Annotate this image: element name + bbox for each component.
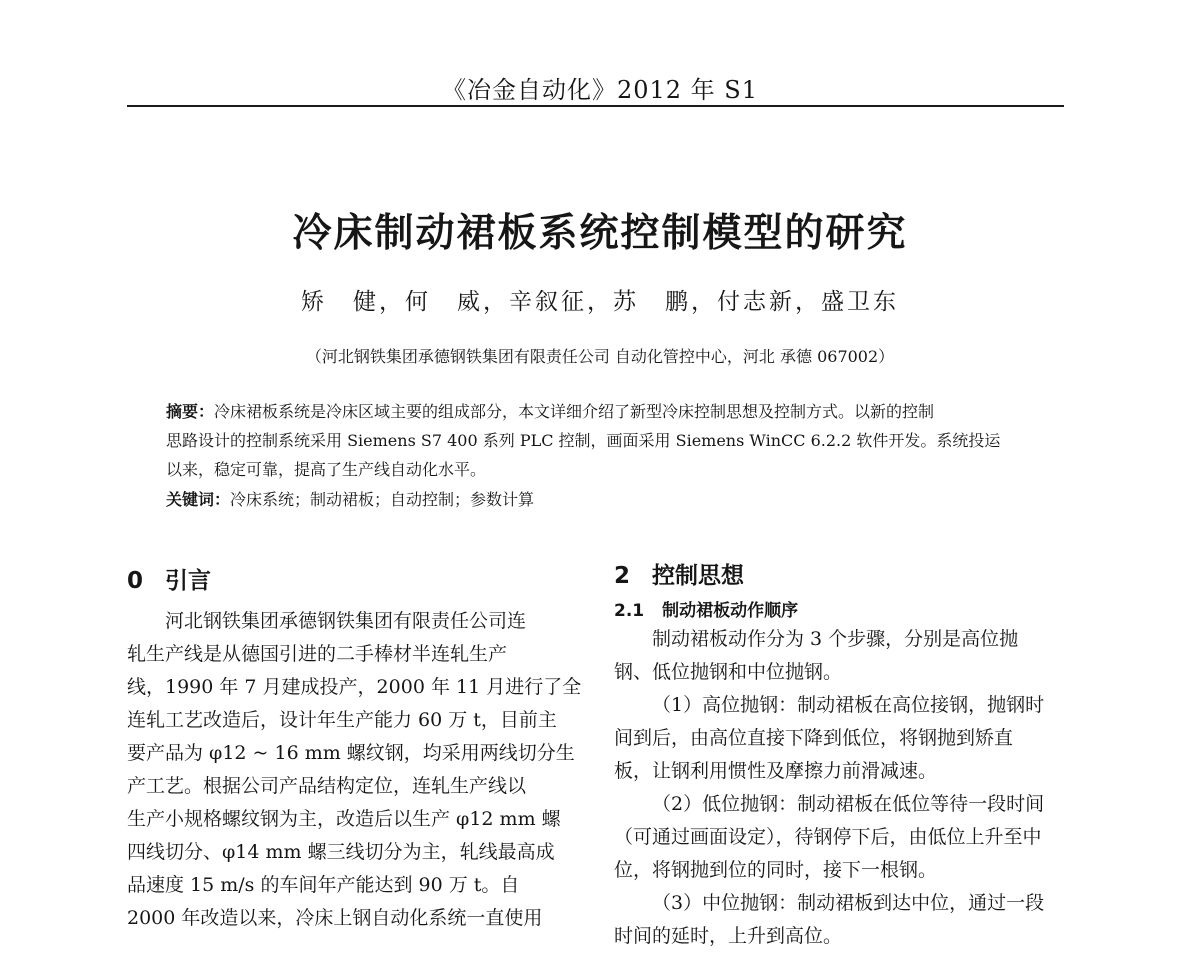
- text-line: 位，将钢抛到位的同时，接下一根钢。: [614, 859, 938, 881]
- text-line: 四线切分、φ14 mm 螺三线切分为主，轧线最高成: [127, 841, 555, 863]
- section-number: 2: [614, 563, 631, 589]
- text-line: 间到后，由高位直接下降到低位，将钢抛到矫直: [614, 727, 1014, 749]
- intro-paragraph: [127, 605, 582, 935]
- text-line: 连轧工艺改造后，设计年生产能力 60 万 t，目前主: [127, 709, 557, 731]
- section-title: 引言: [165, 568, 212, 594]
- text-line: 生产小规格螺纹钢为主，改造后以生产 φ12 mm 螺: [127, 808, 561, 830]
- abstract-line: 冷床裙板系统是冷床区域主要的组成部分，本文详细介绍了新型冷床控制思想及控制方式。以新的控制: [214, 402, 935, 421]
- header-rule: [127, 105, 1064, 107]
- abstract-line: 以来，稳定可靠，提高了生产线自动化水平。: [166, 460, 487, 479]
- keywords-text: 冷床系统；制动裙板；自动控制；参数计算: [230, 490, 535, 509]
- subsection-number: 2.1: [614, 601, 645, 621]
- abstract-label: 摘要：: [166, 402, 215, 421]
- subsection-2-1-heading: [614, 596, 798, 621]
- text-line: 轧生产线是从德国引进的二手棒材半连轧生产: [127, 643, 508, 665]
- section-number: 0: [127, 568, 144, 594]
- text-line: 制动裙板动作分为 3 个步骤，分别是高位抛: [652, 628, 1019, 650]
- affiliation: （河北钢铁集团承德钢铁集团有限责任公司 自动化管控中心，河北 承德 067002）: [305, 347, 895, 366]
- section-title: 控制思想: [652, 563, 745, 589]
- subsection-title: 制动裙板动作顺序: [662, 601, 799, 621]
- text-line: 板，让钢利用惯性及摩擦力前滑减速。: [614, 760, 938, 782]
- abstract-line: 思路设计的控制系统采用 Siemens S7 400 系列 PLC 控制，画面采用 Siemens WinCC 6.2.2 软件开发。系统投运: [166, 431, 1001, 450]
- text-line: 2000 年改造以来，冷床上钢自动化系统一直使用: [127, 907, 543, 929]
- paper-title: 冷床制动裙板系统控制模型的研究: [292, 211, 908, 256]
- text-line: 河北钢铁集团承德钢铁集团有限责任公司连: [165, 610, 527, 632]
- text-line: （1）高位抛钢：制动裙板在高位接钢，抛钢时: [652, 694, 1045, 716]
- text-line: （2）低位抛钢：制动裙板在低位等待一段时间: [652, 793, 1045, 815]
- section-2-body: [614, 623, 1069, 953]
- journal-header: 《冶金自动化》2012 年 S1: [441, 76, 759, 104]
- text-line: 线，1990 年 7 月建成投产，2000 年 11 月进行了全: [127, 676, 582, 698]
- keywords-label: 关键词：: [166, 490, 231, 509]
- section-2-heading: [614, 557, 744, 590]
- text-line: 时间的延时，上升到高位。: [614, 925, 843, 947]
- text-line: （3）中位抛钢：制动裙板到达中位，通过一段: [652, 892, 1045, 914]
- text-line: （可通过画面设定），待钢停下后，由低位上升至中: [614, 826, 1042, 848]
- text-line: 要产品为 φ12 ~ 16 mm 螺纹钢，均采用两线切分生: [127, 742, 575, 764]
- text-line: 品速度 15 m/s 的车间年产能达到 90 万 t。自: [127, 874, 520, 896]
- section-0-heading: [127, 562, 211, 595]
- keywords: [166, 487, 534, 510]
- text-line: 产工艺。根据公司产品结构定位，连轧生产线以: [127, 775, 527, 797]
- text-line: 钢、低位抛钢和中位抛钢。: [614, 661, 843, 683]
- abstract: [166, 397, 1050, 484]
- author-list: 矫 健，何 威，辛叙征，苏 鹏，付志新，盛卫东: [301, 289, 899, 315]
